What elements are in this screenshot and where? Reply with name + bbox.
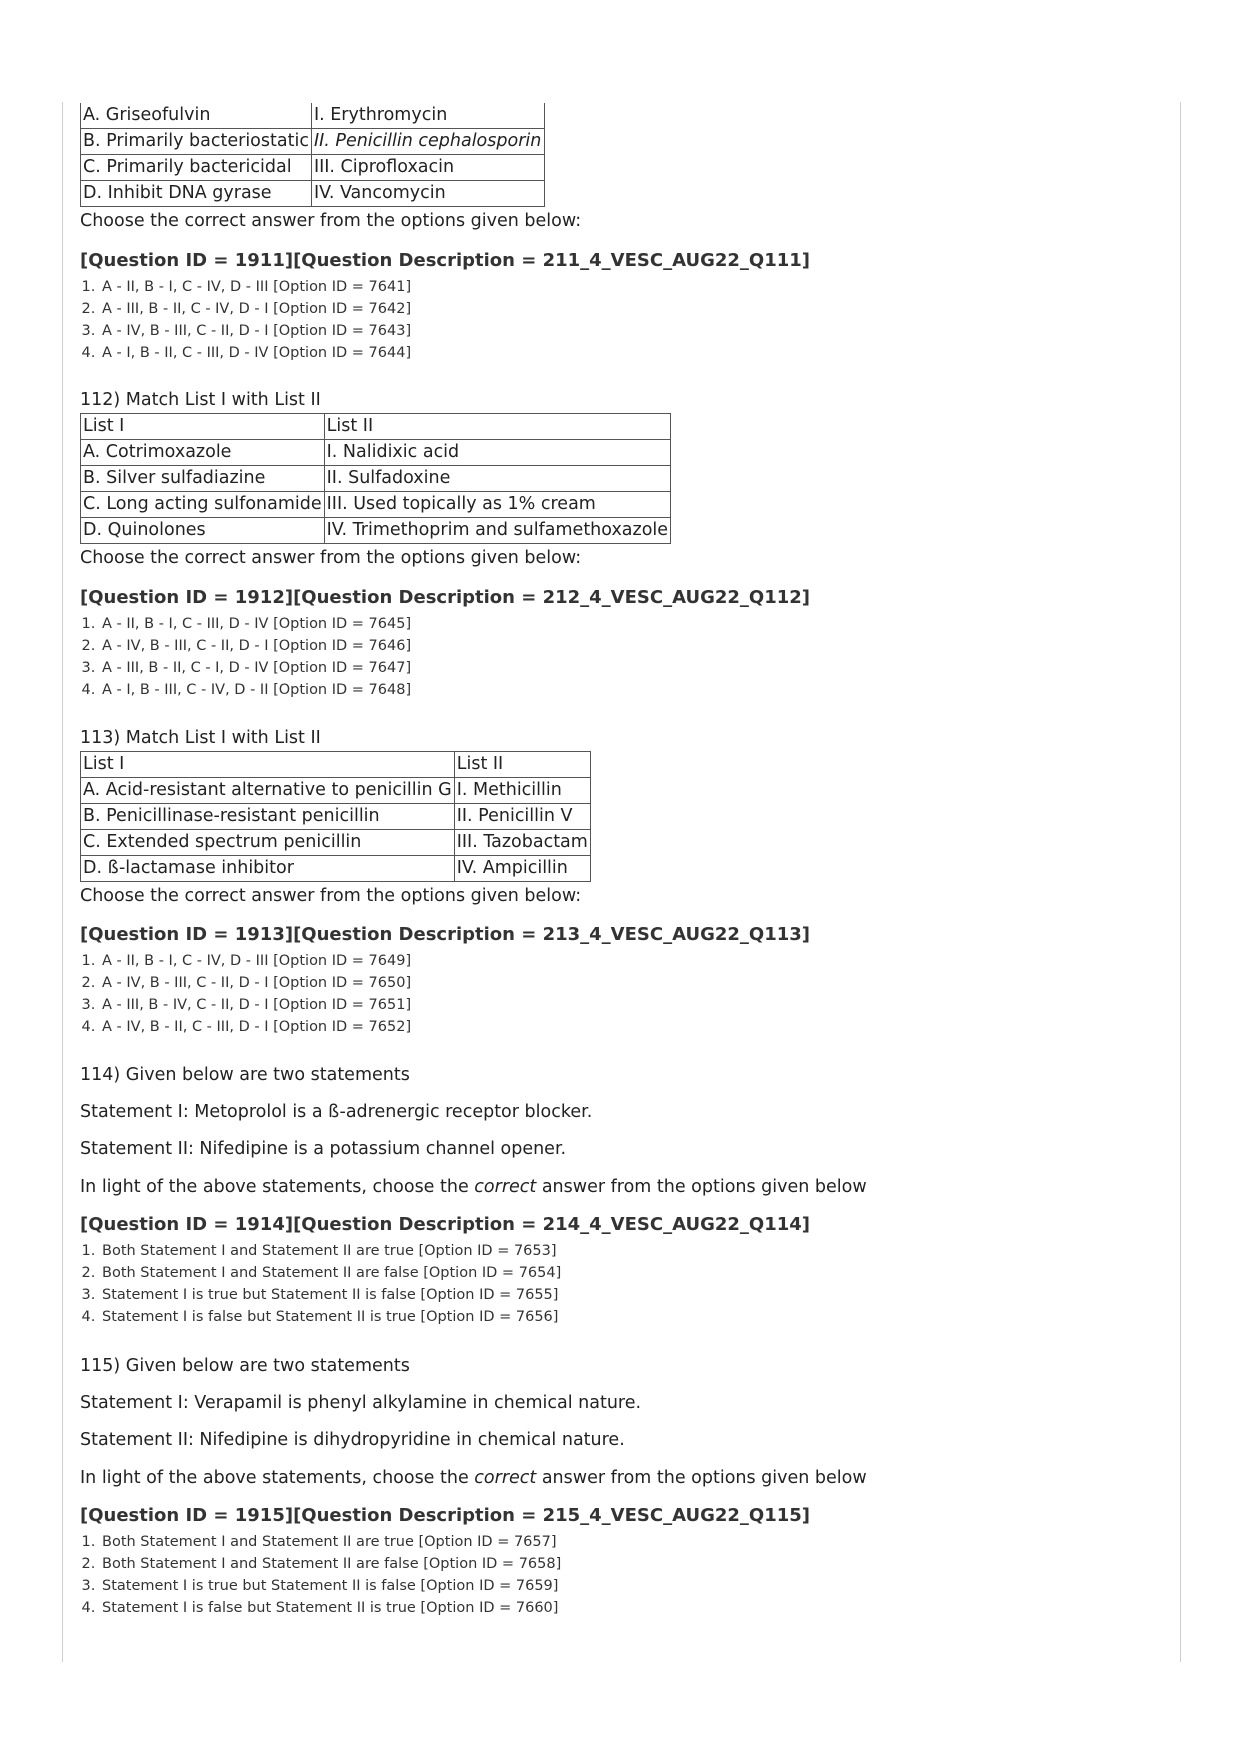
list-item: 4. A - IV, B - II, C - III, D - I [Option ID = 7652] bbox=[100, 1016, 411, 1038]
list-item: 4. A - I, B - II, C - III, D - IV [Option ID = 7644] bbox=[100, 342, 411, 364]
left-margin-rule bbox=[62, 102, 63, 1662]
list-item: 4. Statement I is false but Statement II is true [Option ID = 7656] bbox=[100, 1306, 561, 1328]
instruction-text: In light of the above statements, choose the bbox=[80, 1468, 475, 1488]
instruction-text: In light of the above statements, choose the bbox=[80, 1177, 475, 1197]
list-i-cell: B. Penicillinase-resistant penicillin bbox=[81, 804, 455, 830]
list-ii-italic-text: II. Penicillin cephalosporin bbox=[313, 131, 542, 151]
question-112-block bbox=[80, 413, 671, 570]
list-ii-cell: III. Used topically as 1% cream bbox=[324, 492, 670, 518]
list-i-cell: A. Acid-resistant alternative to penicillin G bbox=[81, 778, 455, 804]
list-i-header: List I bbox=[81, 752, 455, 778]
list-i-cell: D. Inhibit DNA gyrase bbox=[81, 181, 312, 207]
list-ii-cell: I. Methicillin bbox=[454, 778, 590, 804]
list-ii-cell: II. Sulfadoxine bbox=[324, 466, 670, 492]
options-list-114 bbox=[75, 1240, 561, 1328]
list-item: 2. Both Statement I and Statement II are false [Option ID = 7654] bbox=[100, 1262, 561, 1284]
match-table-112 bbox=[80, 413, 671, 544]
table-row bbox=[81, 440, 671, 466]
list-item: 1. A - II, B - I, C - IV, D - III [Option ID = 7641] bbox=[100, 276, 411, 298]
list-ii-header: List II bbox=[454, 752, 590, 778]
list-item: 2. A - IV, B - III, C - II, D - I [Option ID = 7646] bbox=[100, 635, 411, 657]
question-id-line: [Question ID = 1913][Question Description = 213_4_VESC_AUG22_Q113] bbox=[80, 924, 811, 945]
list-item: 3. Statement I is true but Statement II is false [Option ID = 7655] bbox=[100, 1284, 561, 1306]
table-row bbox=[81, 856, 591, 882]
question-id-line: [Question ID = 1914][Question Description = 214_4_VESC_AUG22_Q114] bbox=[80, 1214, 811, 1235]
options-list-112 bbox=[75, 613, 411, 701]
list-i-cell: C. Extended spectrum penicillin bbox=[81, 830, 455, 856]
list-item: 1. A - II, B - I, C - IV, D - III [Option ID = 7649] bbox=[100, 950, 411, 972]
question-113-heading: 113) Match List I with List II bbox=[80, 728, 321, 748]
options-list-113 bbox=[75, 950, 411, 1038]
list-item: 4. A - I, B - III, C - IV, D - II [Option ID = 7648] bbox=[100, 679, 411, 701]
right-margin-rule bbox=[1180, 102, 1181, 1662]
emphasis-text: correct bbox=[474, 1468, 537, 1488]
table-row bbox=[81, 752, 591, 778]
match-table-111 bbox=[80, 103, 545, 207]
choose-instruction: Choose the correct answer from the options given below: bbox=[80, 886, 582, 906]
list-i-cell: B. Silver sulfadiazine bbox=[81, 466, 325, 492]
choose-instruction: Choose the correct answer from the options given below: bbox=[80, 548, 582, 568]
statement-one: Statement I: Metoprolol is a ß-adrenergic receptor blocker. bbox=[80, 1102, 593, 1122]
list-ii-cell: III. Ciprofloxacin bbox=[311, 155, 544, 181]
list-i-cell: D. Quinolones bbox=[81, 518, 325, 544]
list-ii-cell: I. Erythromycin bbox=[311, 103, 544, 129]
list-ii-cell bbox=[311, 129, 544, 155]
options-list-111 bbox=[75, 276, 411, 364]
question-id-line: [Question ID = 1915][Question Description = 215_4_VESC_AUG22_Q115] bbox=[80, 1505, 811, 1526]
list-i-cell: D. ß-lactamase inhibitor bbox=[81, 856, 455, 882]
question-113-block bbox=[80, 751, 591, 908]
list-item: 1. Both Statement I and Statement II are true [Option ID = 7653] bbox=[100, 1240, 561, 1262]
list-item: 1. Both Statement I and Statement II are true [Option ID = 7657] bbox=[100, 1531, 561, 1553]
list-i-cell: A. Cotrimoxazole bbox=[81, 440, 325, 466]
list-ii-cell: IV. Vancomycin bbox=[311, 181, 544, 207]
question-114-heading: 114) Given below are two statements bbox=[80, 1065, 410, 1085]
list-item: 3. A - IV, B - III, C - II, D - I [Option ID = 7643] bbox=[100, 320, 411, 342]
statement-one: Statement I: Verapamil is phenyl alkylamine in chemical nature. bbox=[80, 1393, 642, 1413]
list-item: 3. Statement I is true but Statement II is false [Option ID = 7659] bbox=[100, 1575, 561, 1597]
list-ii-cell: III. Tazobactam bbox=[454, 830, 590, 856]
list-ii-cell: II. Penicillin V bbox=[454, 804, 590, 830]
list-i-cell: C. Primarily bactericidal bbox=[81, 155, 312, 181]
instruction-text-tail: answer from the options given below bbox=[536, 1177, 867, 1197]
list-item: 2. A - III, B - II, C - IV, D - I [Option ID = 7642] bbox=[100, 298, 411, 320]
list-ii-cell: IV. Ampicillin bbox=[454, 856, 590, 882]
list-i-header: List I bbox=[81, 414, 325, 440]
table-row bbox=[81, 804, 591, 830]
statement-two: Statement II: Nifedipine is dihydropyridine in chemical nature. bbox=[80, 1430, 625, 1450]
table-row bbox=[81, 518, 671, 544]
table-row bbox=[81, 830, 591, 856]
list-item: 1. A - II, B - I, C - III, D - IV [Option ID = 7645] bbox=[100, 613, 411, 635]
table-row bbox=[81, 181, 545, 207]
instruction-line bbox=[80, 1177, 867, 1197]
list-ii-cell: IV. Trimethoprim and sulfamethoxazole bbox=[324, 518, 670, 544]
question-111-block bbox=[80, 103, 581, 233]
list-item: 3. A - III, B - II, C - I, D - IV [Option ID = 7647] bbox=[100, 657, 411, 679]
table-row bbox=[81, 778, 591, 804]
question-112-heading: 112) Match List I with List II bbox=[80, 390, 321, 410]
table-row bbox=[81, 492, 671, 518]
instruction-line bbox=[80, 1468, 867, 1488]
table-row bbox=[81, 155, 545, 181]
list-i-cell: A. Griseofulvin bbox=[81, 103, 312, 129]
list-item: 4. Statement I is false but Statement II is true [Option ID = 7660] bbox=[100, 1597, 561, 1619]
list-item: 3. A - III, B - IV, C - II, D - I [Option ID = 7651] bbox=[100, 994, 411, 1016]
question-id-line: [Question ID = 1911][Question Description = 211_4_VESC_AUG22_Q111] bbox=[80, 250, 811, 271]
question-115-heading: 115) Given below are two statements bbox=[80, 1356, 410, 1376]
choose-instruction: Choose the correct answer from the options given below: bbox=[80, 211, 582, 231]
match-table-113 bbox=[80, 751, 591, 882]
list-ii-header: List II bbox=[324, 414, 670, 440]
list-i-cell: B. Primarily bacteriostatic bbox=[81, 129, 312, 155]
question-id-line: [Question ID = 1912][Question Description = 212_4_VESC_AUG22_Q112] bbox=[80, 587, 811, 608]
table-row bbox=[81, 129, 545, 155]
table-row bbox=[81, 414, 671, 440]
options-list-115 bbox=[75, 1531, 561, 1619]
list-ii-cell: I. Nalidixic acid bbox=[324, 440, 670, 466]
list-item: 2. Both Statement I and Statement II are false [Option ID = 7658] bbox=[100, 1553, 561, 1575]
list-i-cell: C. Long acting sulfonamide bbox=[81, 492, 325, 518]
emphasis-text: correct bbox=[474, 1177, 537, 1197]
list-item: 2. A - IV, B - III, C - II, D - I [Option ID = 7650] bbox=[100, 972, 411, 994]
instruction-text-tail: answer from the options given below bbox=[536, 1468, 867, 1488]
statement-two: Statement II: Nifedipine is a potassium channel opener. bbox=[80, 1139, 567, 1159]
table-row bbox=[81, 466, 671, 492]
table-row bbox=[81, 103, 545, 129]
